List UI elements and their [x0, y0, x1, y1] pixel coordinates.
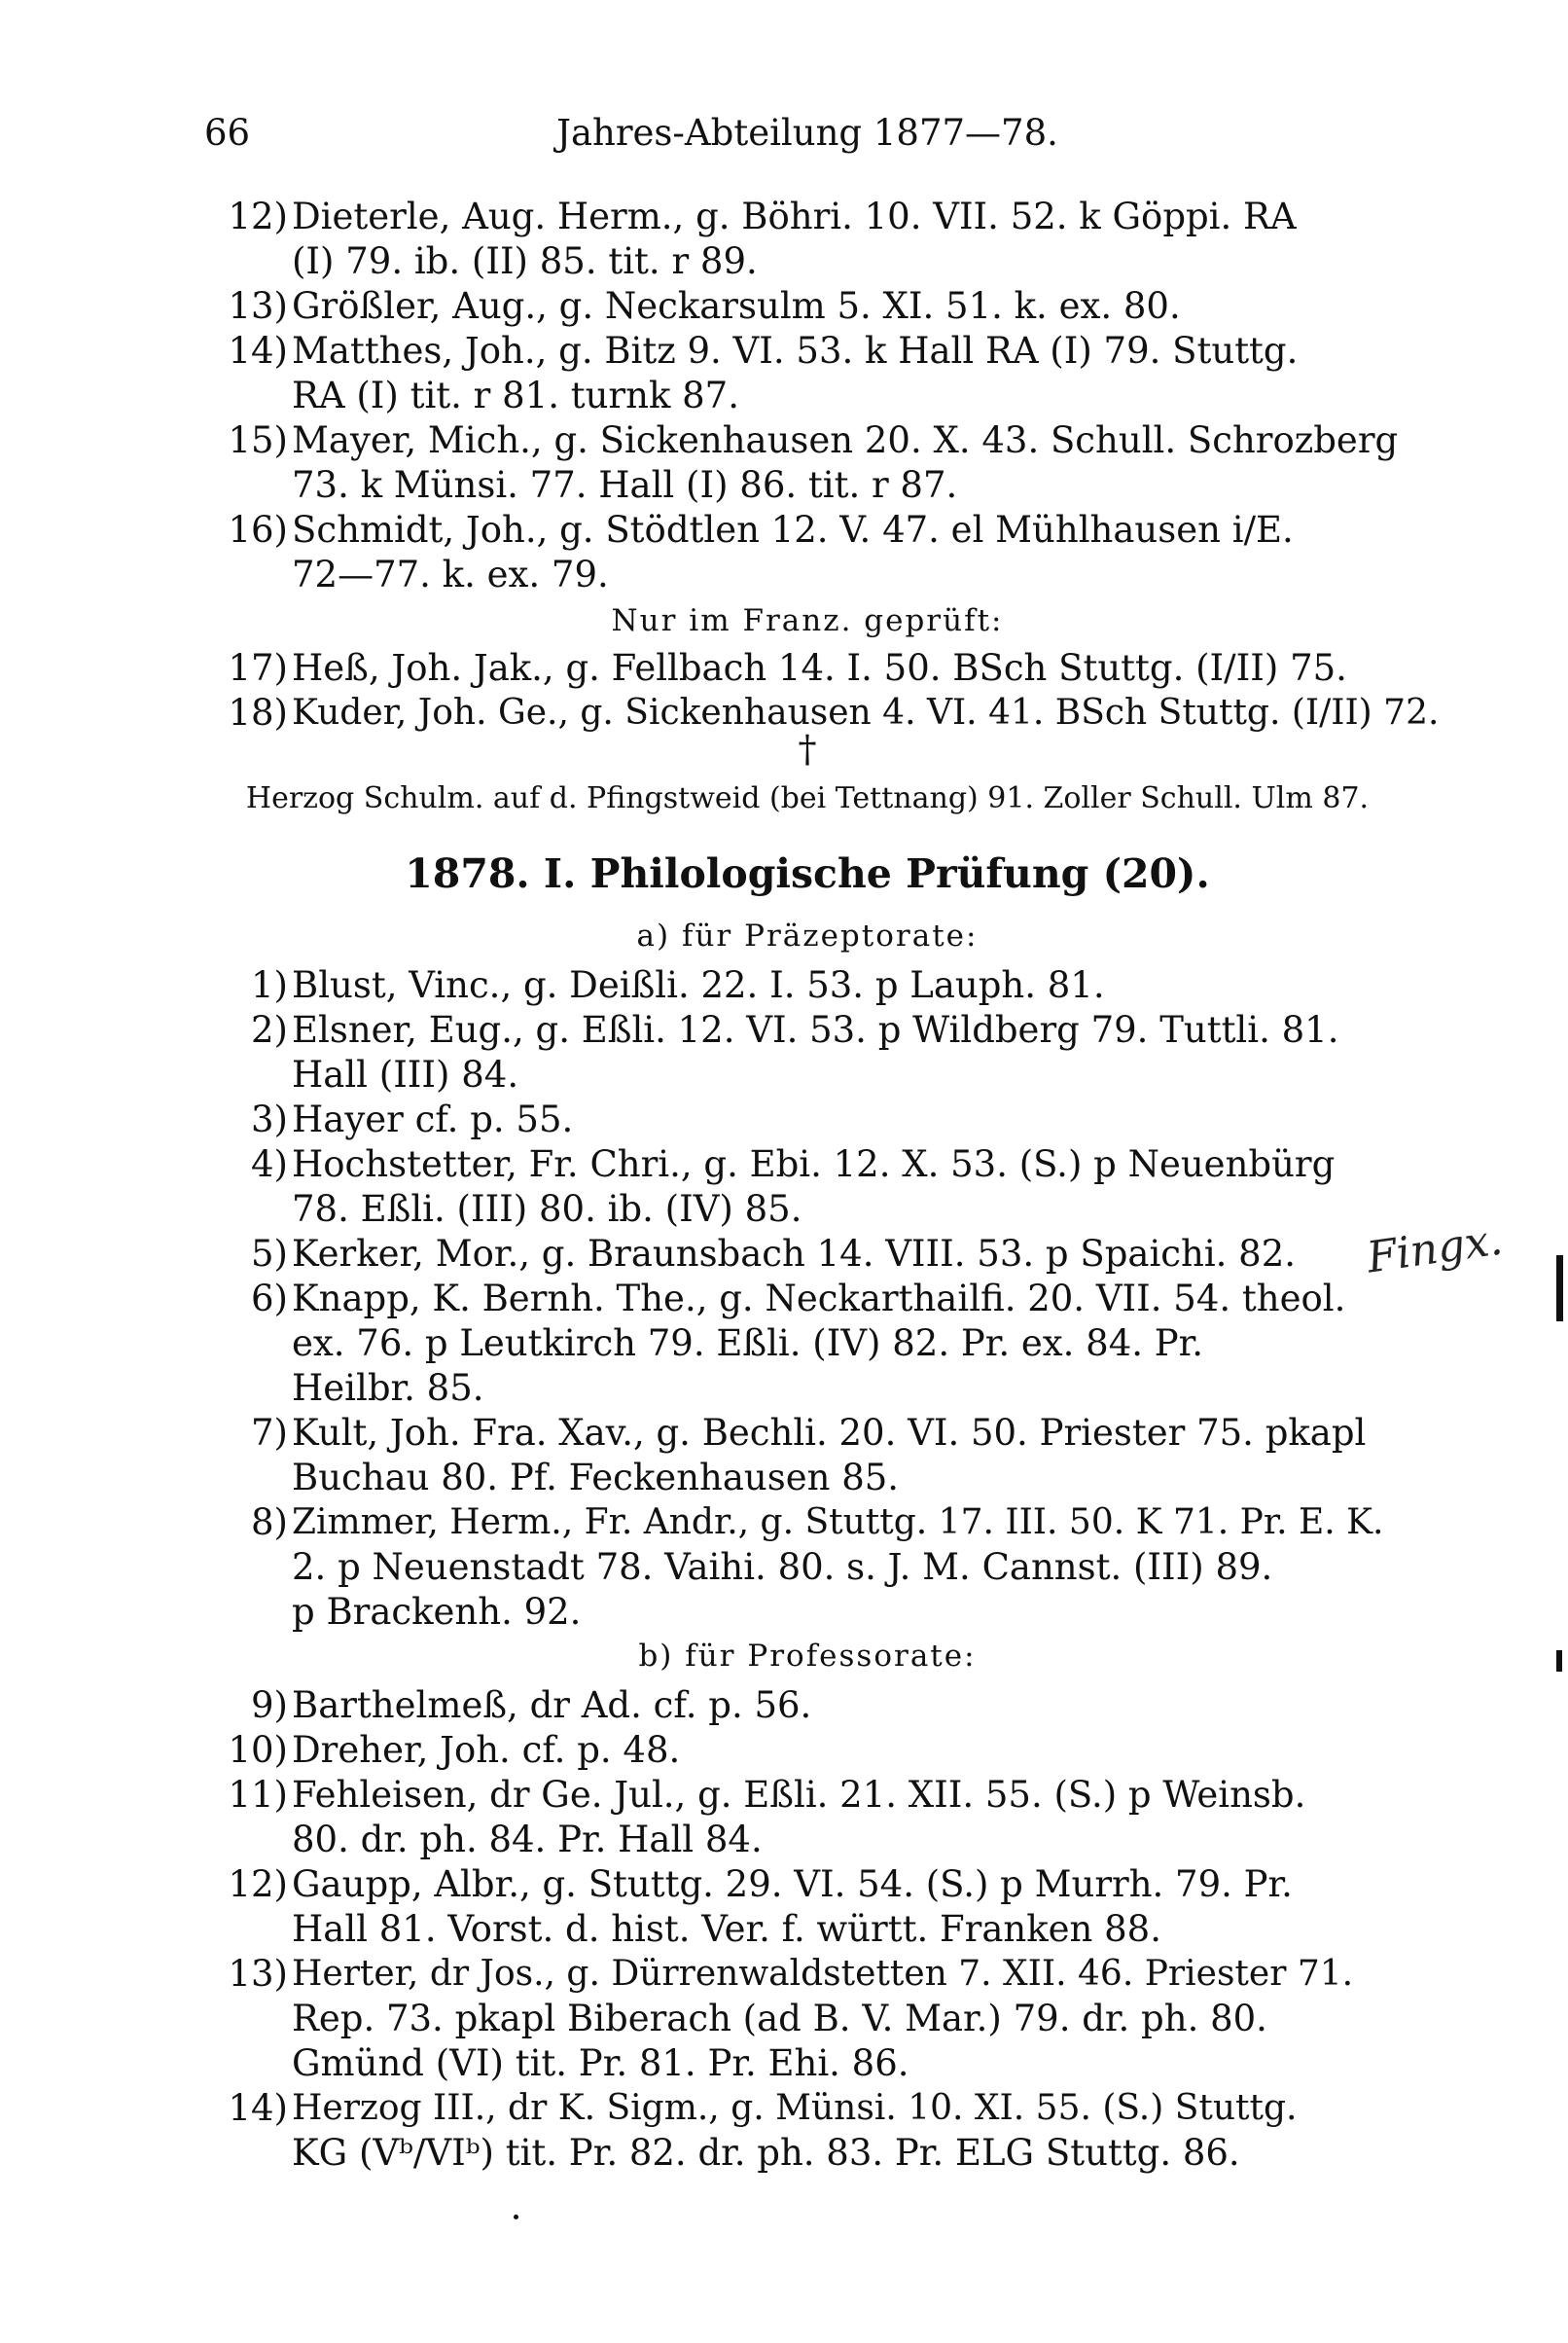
entry-line: Gaupp, Albr., g. Stuttg. 29. VI. 54. (S.) p Murrh. 79. Pr.: [292, 1863, 1293, 1905]
entry-number: 11): [228, 1774, 288, 1816]
entry-line: Größler, Aug., g. Neckarsulm 5. XI. 51. k. ex. 80.: [292, 285, 1181, 327]
entry-number: 13): [228, 1953, 288, 1995]
entry-line: Herter, dr Jos., g. Dürrenwaldstetten 7. XII. 46. Priester 71.: [292, 1954, 1354, 1994]
entry-line: RA (I) tit. r 81. turnk 87.: [292, 375, 739, 416]
dagger-mark: †: [798, 728, 817, 771]
entry-line: 80. dr. ph. 84. Pr. Hall 84.: [292, 1819, 763, 1860]
entry-line: Knapp, K. Bernh. The., g. Neckarthailfi. 20. VII. 54. theol.: [292, 1278, 1346, 1319]
entry-number: 10): [228, 1729, 288, 1771]
entry-line: 73. k Münsi. 77. Hall (I) 86. tit. r 87.: [292, 464, 958, 506]
entry-number: 6): [251, 1278, 288, 1319]
entry-line: Herzog III., dr K. Sigm., g. Münsi. 10. XI. 55. (S.) Stuttg.: [292, 2088, 1298, 2128]
entry-line: Elsner, Eug., g. Eßli. 12. VI. 53. p Wildberg 79. Tuttli. 81.: [292, 1009, 1339, 1051]
entry-line: Heß, Joh. Jak., g. Fellbach 14. I. 50. BSch Stuttg. (I/II) 75.: [292, 647, 1347, 689]
entry-line: Matthes, Joh., g. Bitz 9. VI. 53. k Hall RA (I) 79. Stuttg.: [292, 330, 1299, 372]
entry-number: 12): [228, 1863, 288, 1905]
entry-line: Gmünd (VI) tit. Pr. 81. Pr. Ehi. 86.: [292, 2042, 909, 2084]
entry-line: Hayer cf. p. 55.: [292, 1099, 574, 1140]
entry-number: 14): [228, 2087, 288, 2129]
running-title: Jahres-Abteilung 1877—78.: [556, 112, 1058, 154]
scan-mark: [1556, 1650, 1562, 1672]
entry-line: Dreher, Joh. cf. p. 48.: [292, 1729, 681, 1771]
entry-line: Mayer, Mich., g. Sickenhausen 20. X. 43. Schull. Schrozberg: [292, 419, 1399, 461]
entry-line: p Brackenh. 92.: [292, 1591, 582, 1633]
entry-line: Blust, Vinc., g. Deißli. 22. I. 53. p Lauph. 81.: [292, 964, 1105, 1006]
entry-line: Kult, Joh. Fra. Xav., g. Bechli. 20. VI. 50. Priester 75. pkapl: [292, 1412, 1367, 1454]
entry-line: Zimmer, Herm., Fr. Andr., g. Stuttg. 17. III. 50. K 71. Pr. E. K.: [292, 1502, 1384, 1542]
entry-line: 2. p Neuenstadt 78. Vaihi. 80. s. J. M. Cannst. (III) 89.: [292, 1546, 1273, 1588]
entry-line: Hall 81. Vorst. d. hist. Ver. f. württ. Franken 88.: [292, 1908, 1161, 1950]
handwritten-note: Fingx.: [1364, 1214, 1506, 1283]
entry-line: Buchau 80. Pf. Feckenhausen 85.: [292, 1457, 900, 1498]
entry-number: 16): [228, 509, 288, 551]
entry-line: KG (Vᵇ/VIᵇ) tit. Pr. 82. dr. ph. 83. Pr. ELG Stuttg. 86.: [292, 2132, 1240, 2174]
entry-number: 13): [228, 285, 288, 327]
entry-line: (I) 79. ib. (II) 85. tit. r 89.: [292, 240, 758, 282]
entry-number: 3): [251, 1099, 288, 1140]
entry-line: 78. Eßli. (III) 80. ib. (IV) 85.: [292, 1188, 802, 1230]
entry-line: Heilbr. 85.: [292, 1367, 484, 1409]
entry-number: 5): [251, 1233, 288, 1275]
entry-number: 12): [228, 196, 288, 237]
subheading-praezeptorate: a) für Präzeptorate:: [636, 919, 979, 954]
entry-line: Rep. 73. pkapl Biberach (ad B. V. Mar.) 79. dr. ph. 80.: [292, 1998, 1267, 2039]
entry-line: ex. 76. p Leutkirch 79. Eßli. (IV) 82. Pr. ex. 84. Pr.: [292, 1322, 1204, 1364]
entry-number: 8): [251, 1501, 288, 1543]
entry-number: 14): [228, 330, 288, 372]
entry-line: Kerker, Mor., g. Braunsbach 14. VIII. 53. p Spaichi. 82.: [292, 1233, 1297, 1275]
page-number: 66: [204, 112, 251, 154]
entry-line: Barthelmeß, dr Ad. cf. p. 56.: [292, 1684, 812, 1726]
deceased-line: Herzog Schulm. auf d. Pfingstweid (bei Tettnang) 91. Zoller Schull. Ulm 87.: [245, 781, 1370, 815]
entry-line: Fehleisen, dr Ge. Jul., g. Eßli. 21. XII. 55. (S.) p Weinsb.: [292, 1774, 1306, 1816]
entry-number: 7): [251, 1412, 288, 1454]
scan-mark: [1556, 1255, 1563, 1321]
entry-number: 17): [228, 647, 288, 689]
page-header: [204, 109, 1410, 158]
scan-speck: [514, 2215, 518, 2219]
entry-line: Hochstetter, Fr. Chri., g. Ebi. 12. X. 53. (S.) p Neuenbürg: [292, 1143, 1336, 1185]
entry-line: Kuder, Joh. Ge., g. Sickenhausen 4. VI. 41. BSch Stuttg. (I/II) 72.: [292, 693, 1440, 733]
entry-number: 4): [251, 1143, 288, 1185]
section-title: 1878. I. Philologische Prüfung (20).: [405, 850, 1210, 897]
entry-number: 2): [251, 1009, 288, 1051]
entry-line: Dieterle, Aug. Herm., g. Böhri. 10. VII. 52. k Göppi. RA: [292, 196, 1297, 237]
entry-number: 18): [228, 692, 288, 734]
entry-number: 1): [251, 964, 288, 1006]
entry-number: 9): [251, 1684, 288, 1726]
entry-line: 72—77. k. ex. 79.: [292, 554, 609, 595]
subheading-professorate: b) für Professorate:: [638, 1639, 977, 1674]
subheading-franz: Nur im Franz. geprüft:: [611, 603, 1004, 638]
entry-line: Hall (III) 84.: [292, 1054, 519, 1096]
entry-number: 15): [228, 419, 288, 461]
entry-line: Schmidt, Joh., g. Stödtlen 12. V. 47. el Mühlhausen i/E.: [292, 509, 1294, 551]
